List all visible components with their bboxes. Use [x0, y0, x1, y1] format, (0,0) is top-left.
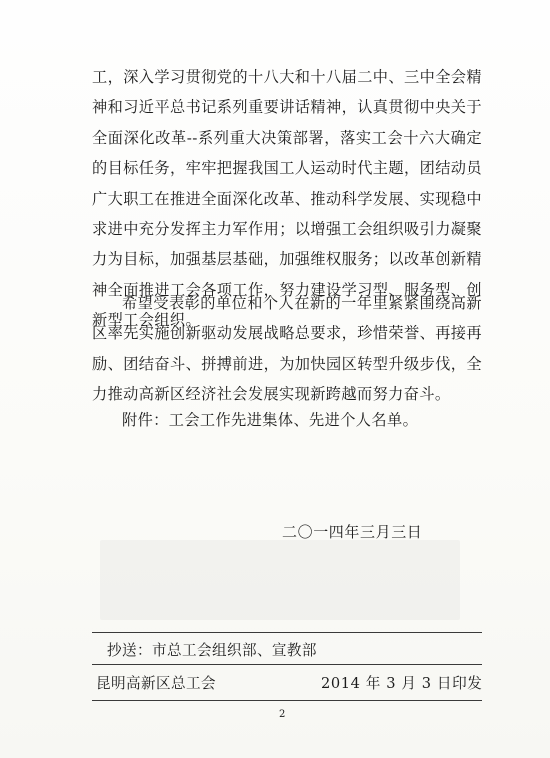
signature-date: 二〇一四年三月三日 — [282, 523, 423, 541]
page-number: 2 — [279, 709, 286, 720]
scan-shadow — [100, 540, 460, 620]
issuer-name: 昆明高新区总工会 — [96, 675, 216, 692]
footer-rule-middle — [92, 664, 482, 665]
footer-rule-top — [92, 632, 482, 633]
body-paragraph-1: 工，深入学习贯彻党的十八大和十八届二中、三中全会精神和习近平总书记系列重要讲话精神，认真贯彻中央关于全面深化改革--系列重大决策部署，落实工会十六大确定的目标任务，牢牢把握我国工人运动时代主题，团结动员广大职工在推进全面深化改革、推动科学发展、实现稳中求进中充分发挥主力军作用；以增强工会组织吸引力凝聚力为目标，加强基层基础，加强维权服务；以改革创新精神全面推进工会各项工作，努力建设学习型、服务型、创新型工会组织。 — [92, 68, 482, 330]
cc-line: 抄送：市总工会组织部、宣教部 — [107, 642, 317, 659]
attachment-line: 附件：工会工作先进集体、先进个人名单。 — [122, 411, 419, 429]
footer-rule-bottom — [92, 700, 482, 701]
body-paragraph-2: 希望受表彰的单位和个人在新的一年里紧紧围绕高新区率先实施创新驱动发展战略总要求，珍惜荣誉、再接再励、团结奋斗、拼搏前进，为加快园区转型升级步伐，全力推动高新区经济社会发展实现新跨越而努力奋斗。 — [92, 294, 482, 404]
printed-date: 2014 年 3 月 3 日印发 — [321, 675, 483, 692]
